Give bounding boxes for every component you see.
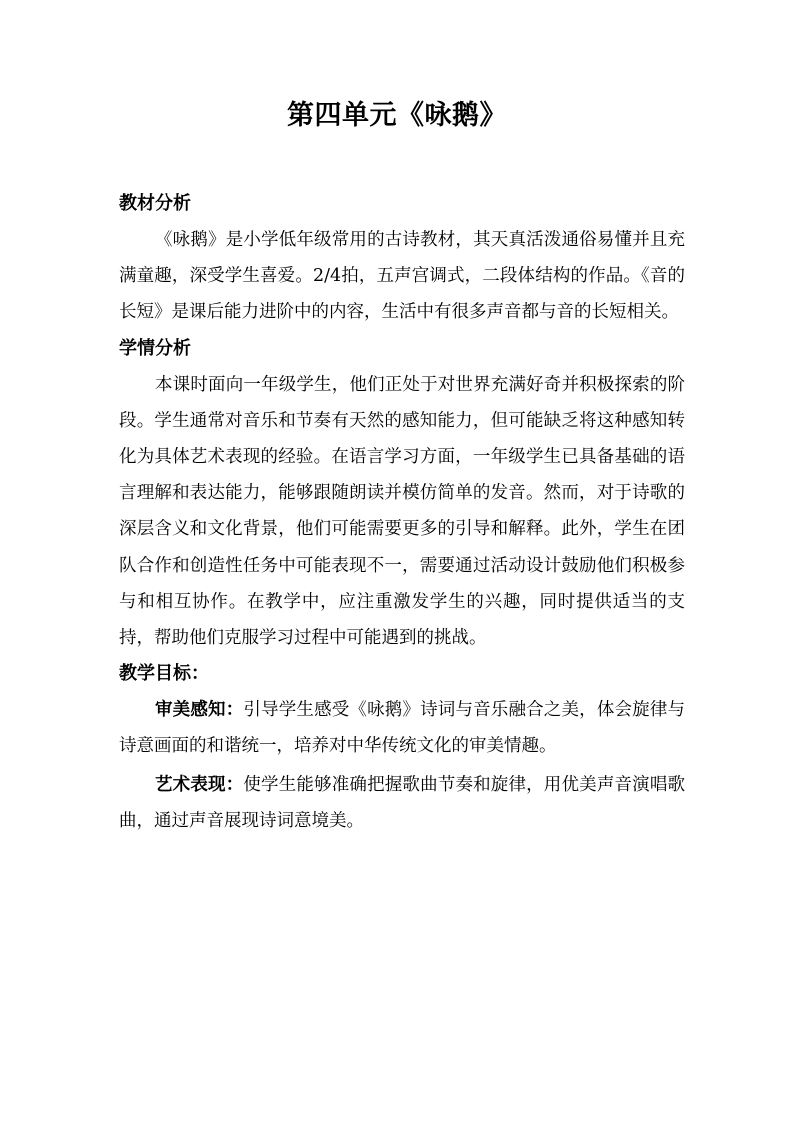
section-paragraph-learners: 本课时面向一年级学生，他们正处于对世界充满好奇并积极探索的阶段。学生通常对音乐和节奏有天然的感知能力，但可能缺乏将这种感知转化为具体艺术表现的经验。在语言学习方面，一年级学生已具备基础的语言理解和表达能力，能够跟随朗读并模仿简单的发音。然而，对于诗歌的深层含义和文化背景，他们可能需要更多的引导和解释。此外，学生在团队合作和创造性任务中可能表现不一，需要通过活动设计鼓励他们积极参与和相互协作。在教学中，应注重激发学生的兴趣，同时提供适当的支持，帮助他们克服学习过程中可能遇到的挑战。	[119, 374, 685, 649]
section-heading-material: 教材分析	[119, 193, 191, 214]
goal-item-aesthetic	[119, 692, 685, 764]
goal-text-performance: 使学生能够准确把握歌曲节奏和旋律，用优美声音演唱歌曲，通过声音展现诗词意境美。	[119, 774, 686, 831]
section-heading-goals: 教学目标：	[119, 663, 209, 685]
section-heading-learners: 学情分析	[119, 337, 191, 359]
goal-label-performance: 艺术表现：	[155, 774, 244, 795]
document-body	[119, 186, 685, 841]
document-title: 第四单元《咏鹅》	[287, 100, 507, 131]
goal-text-aesthetic: 引导学生感受《咏鹅》诗词与音乐融合之美，体会旋律与诗意画面的和谐统一，培养对中华传统文化的审美情趣。	[119, 700, 686, 757]
goal-item-performance	[119, 767, 685, 839]
goal-label-aesthetic: 审美感知：	[155, 700, 244, 721]
section-paragraph-material: 《咏鹅》是小学低年级常用的古诗教材，其天真活泼通俗易懂并且充满童趣，深受学生喜爱。2/4拍，五声宫调式，二段体结构的作品。《音的长短》是课后能力进阶中的内容，生活中有很多声音都与音的长短相关。	[119, 230, 685, 323]
